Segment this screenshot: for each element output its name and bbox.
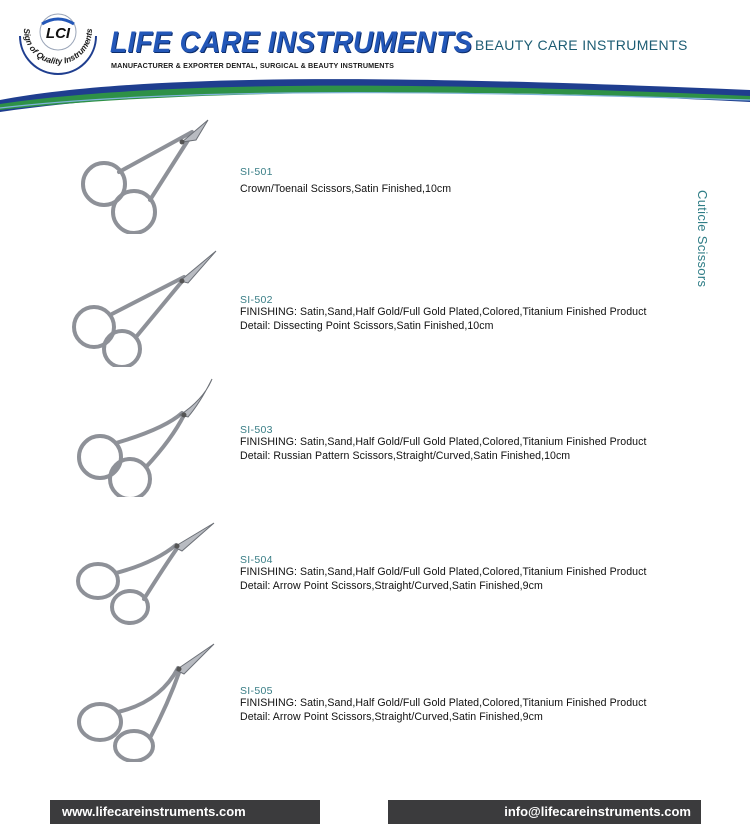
product-finishing: FINISHING: Satin,Sand,Half Gold/Full Gold Plated,Colored,Titanium Finished Product <box>240 566 647 578</box>
product-item <box>0 640 700 765</box>
arrow-point-scissors-icon <box>64 640 224 762</box>
email-link[interactable]: info@lifecareinstruments.com <box>388 800 701 824</box>
product-code: SI-501 <box>240 166 273 178</box>
product-detail: Detail: Arrow Point Scissors,Straight/Curved,Satin Finished,9cm <box>240 580 543 592</box>
product-item <box>0 375 700 500</box>
russian-pattern-scissors-icon <box>64 375 224 497</box>
section-label <box>695 190 738 300</box>
product-code: SI-504 <box>240 554 273 566</box>
product-item <box>0 515 700 640</box>
product-code: SI-503 <box>240 424 273 436</box>
product-detail: Crown/Toenail Scissors,Satin Finished,10cm <box>240 183 452 195</box>
product-finishing: FINISHING: Satin,Sand,Half Gold/Full Gold Plated,Colored,Titanium Finished Product <box>240 697 647 709</box>
crown-toenail-scissors-icon <box>64 112 224 234</box>
product-item <box>0 112 700 237</box>
product-detail: Detail: Arrow Point Scissors,Straight/Curved,Satin Finished,9cm <box>240 711 543 723</box>
website-link[interactable]: www.lifecareinstruments.com <box>50 800 320 824</box>
product-detail: Detail: Russian Pattern Scissors,Straight/Curved,Satin Finished,10cm <box>240 450 571 462</box>
product-finishing: FINISHING: Satin,Sand,Half Gold/Full Gold Plated,Colored,Titanium Finished Product <box>240 306 647 318</box>
product-code: SI-502 <box>240 294 273 306</box>
dissecting-point-scissors-icon <box>64 245 224 367</box>
product-code: SI-505 <box>240 685 273 697</box>
product-detail: Detail: Dissecting Point Scissors,Satin Finished,10cm <box>240 320 494 332</box>
product-item <box>0 245 700 370</box>
brand-name: LIFE CARE INSTRUMENTS <box>110 26 473 59</box>
category-title: BEAUTY CARE INSTRUMENTS <box>475 37 688 53</box>
company-logo <box>12 10 104 80</box>
logo-ring-text: Sign of Quality Instruments <box>21 28 95 67</box>
brand-tagline: MANUFACTURER & EXPORTER DENTAL, SURGICAL & BEAUTY INSTRUMENTS <box>111 61 395 70</box>
arrow-point-scissors-icon <box>64 515 224 637</box>
logo-text: LCI <box>45 25 71 42</box>
section-label-text: Cuticle Scissors <box>695 190 710 288</box>
product-finishing: FINISHING: Satin,Sand,Half Gold/Full Gold Plated,Colored,Titanium Finished Product <box>240 436 647 448</box>
